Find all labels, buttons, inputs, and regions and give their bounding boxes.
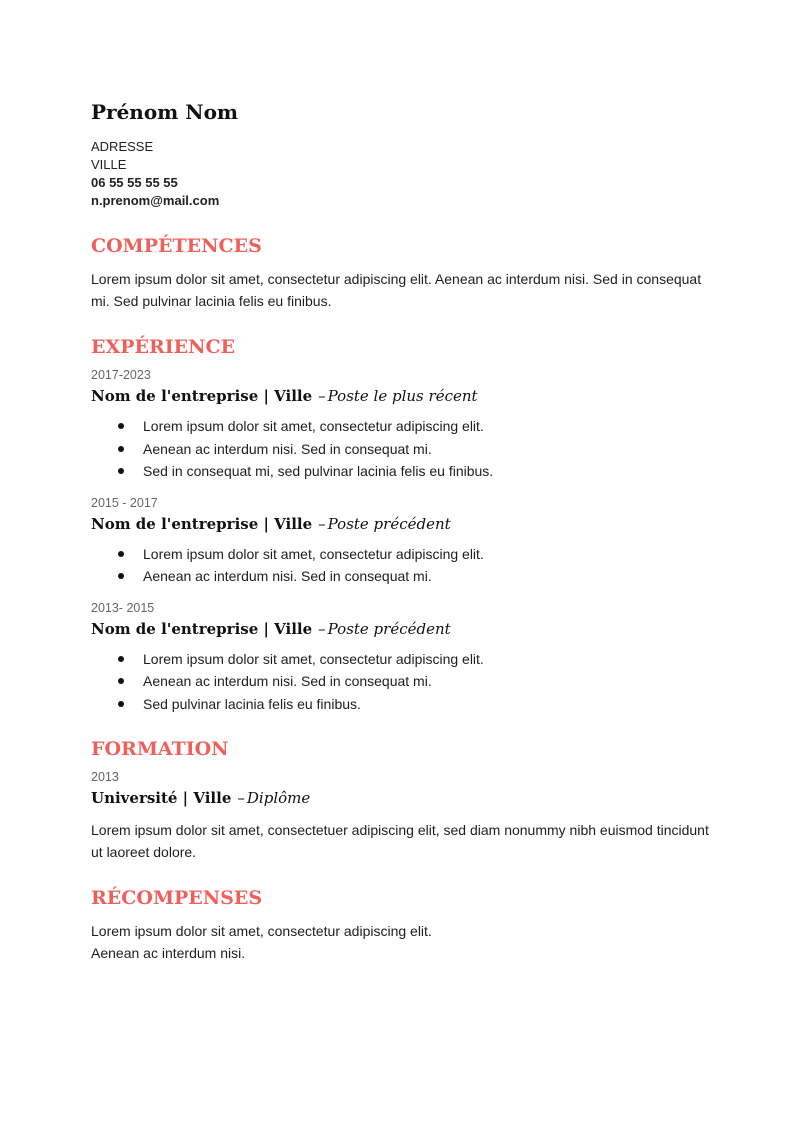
separator: – bbox=[318, 514, 326, 533]
skills-text: Lorem ipsum dolor sit amet, consectetur adipiscing elit. Aenean ac interdum nisi. Sed in consequat mi. Sed pulvinar lacinia felis eu finibus. bbox=[91, 271, 702, 309]
job-title-line bbox=[91, 617, 721, 641]
job-role: Poste précédent bbox=[327, 619, 451, 638]
education-text: Lorem ipsum dolor sit amet, consectetuer adipiscing elit, sed diam nonummy nibh euismod tincidunt ut laoreet dolore. bbox=[91, 822, 709, 860]
list-item: Aenean ac interdum nisi. Sed in consequat mi. bbox=[91, 438, 721, 461]
list-item: Lorem ipsum dolor sit amet, consectetur adipiscing elit. bbox=[91, 543, 721, 566]
experience-dates: 2015 - 2017 bbox=[91, 495, 158, 510]
section-title-education: FORMATION bbox=[91, 738, 229, 760]
email-line: n.prenom@mail.com bbox=[91, 193, 220, 208]
school-name: Université | Ville bbox=[91, 789, 232, 807]
person-name: Prénom Nom bbox=[91, 100, 239, 124]
education-title-line bbox=[91, 786, 721, 810]
list-item: Aenean ac interdum nisi. Sed in consequat mi. bbox=[91, 670, 721, 693]
experience-entry bbox=[91, 599, 721, 716]
experience-dates: 2017-2023 bbox=[91, 368, 151, 382]
separator: – bbox=[318, 619, 326, 638]
resume-page bbox=[91, 98, 721, 964]
separator: – bbox=[237, 789, 245, 807]
company-name: Nom de l'entreprise | Ville bbox=[91, 387, 313, 405]
company-name: Nom de l'entreprise | Ville bbox=[91, 619, 313, 638]
list-item: Sed pulvinar lacinia felis eu finibus. bbox=[91, 693, 721, 716]
list-item: Aenean ac interdum nisi. Sed in consequat mi. bbox=[91, 565, 721, 588]
resume-header bbox=[91, 98, 721, 210]
separator: – bbox=[318, 387, 326, 405]
degree-name: Diplôme bbox=[246, 789, 311, 807]
experience-entry bbox=[91, 494, 721, 588]
section-title-awards: RÉCOMPENSES bbox=[91, 887, 263, 909]
awards-line: Aenean ac interdum nisi. bbox=[91, 945, 246, 961]
phone-line: 06 55 55 55 55 bbox=[91, 175, 178, 190]
job-title-line bbox=[91, 512, 721, 536]
education-date: 2013 bbox=[91, 770, 119, 784]
list-item: Lorem ipsum dolor sit amet, consectetur adipiscing elit. bbox=[91, 648, 721, 671]
company-name: Nom de l'entreprise | Ville bbox=[91, 514, 313, 533]
awards-line: Lorem ipsum dolor sit amet, consectetur adipiscing elit. bbox=[91, 923, 432, 939]
experience-entry bbox=[91, 366, 721, 483]
address-line: ADRESSE bbox=[91, 139, 154, 154]
job-role: Poste précédent bbox=[327, 514, 451, 533]
bullet-list bbox=[91, 415, 721, 483]
list-item: Sed in consequat mi, sed pulvinar lacinia felis eu finibus. bbox=[91, 460, 721, 483]
section-title-skills: COMPÉTENCES bbox=[91, 235, 262, 257]
job-title-line bbox=[91, 384, 721, 408]
bullet-list bbox=[91, 648, 721, 716]
city-line: VILLE bbox=[91, 157, 127, 172]
experience-dates: 2013- 2015 bbox=[91, 600, 155, 615]
job-role: Poste le plus récent bbox=[327, 387, 478, 405]
list-item: Lorem ipsum dolor sit amet, consectetur adipiscing elit. bbox=[91, 415, 721, 438]
bullet-list bbox=[91, 543, 721, 588]
section-title-experience: EXPÉRIENCE bbox=[91, 336, 236, 358]
